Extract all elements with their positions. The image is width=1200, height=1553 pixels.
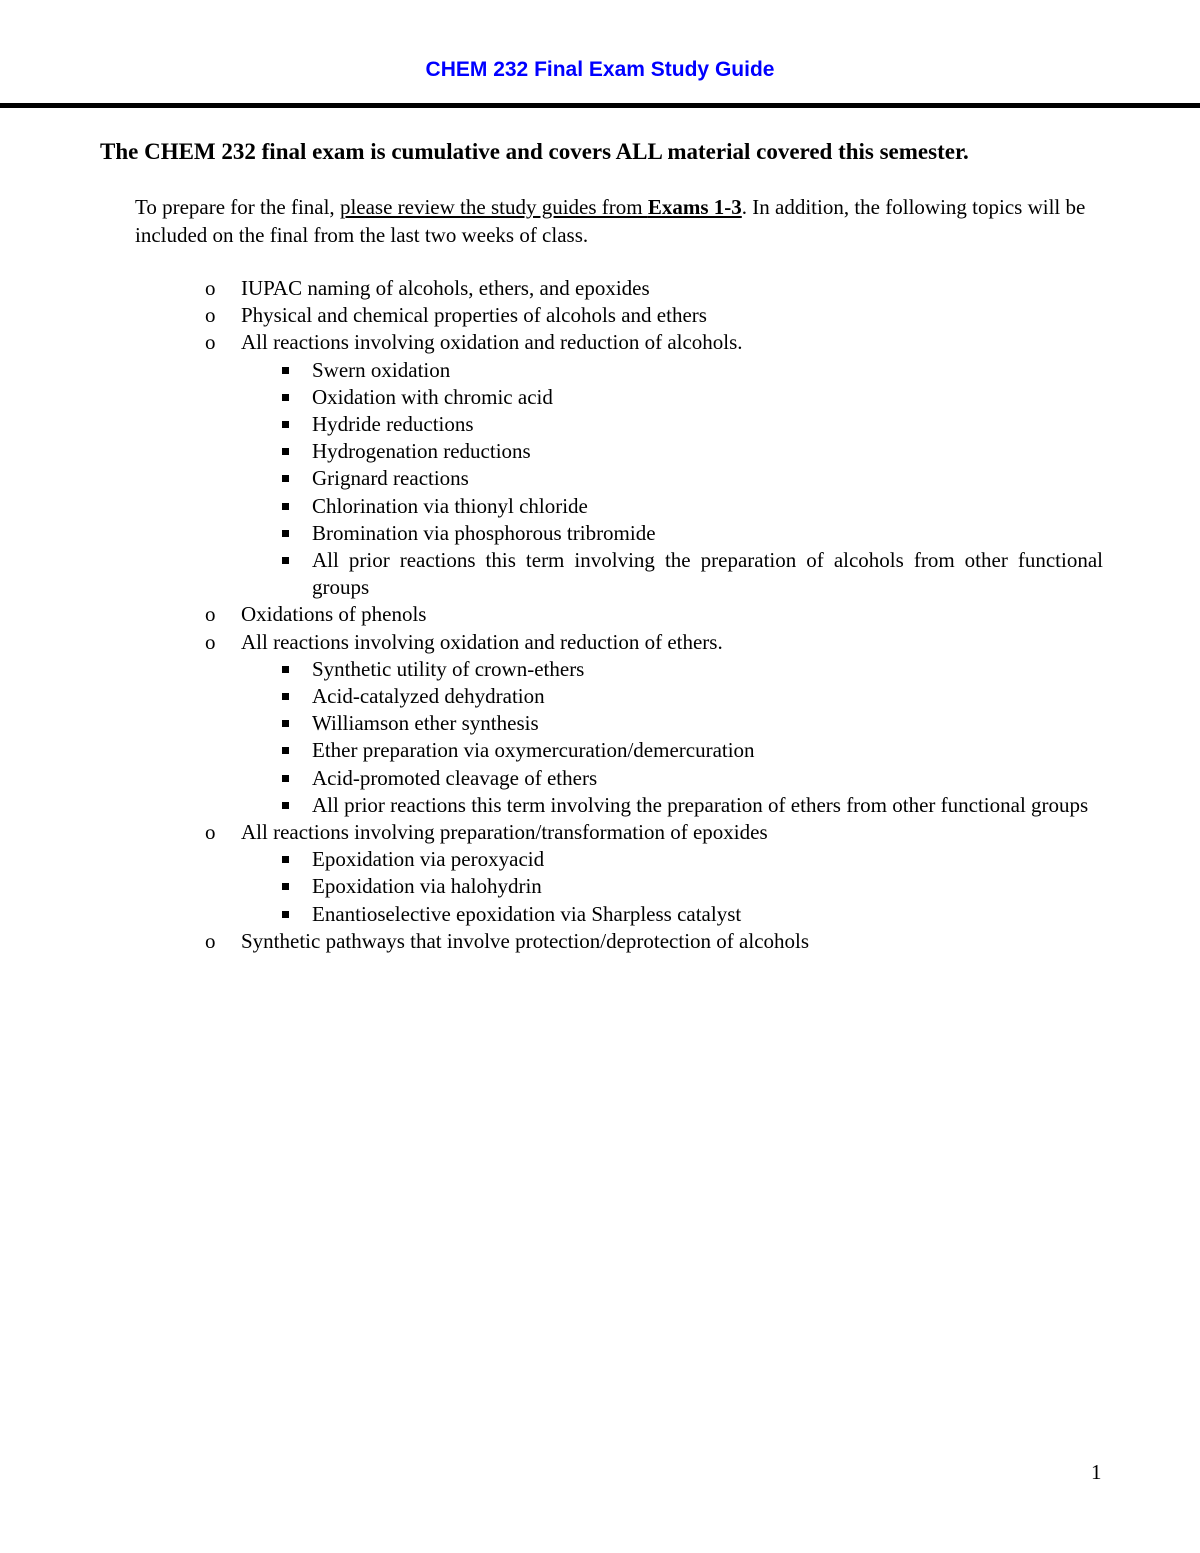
square-bullet-icon (282, 557, 289, 564)
intro-exams-reference: Exams 1-3 (647, 195, 742, 219)
topic-item (0, 302, 1103, 329)
subtopic-item (241, 465, 1103, 492)
square-bullet-icon (282, 775, 289, 782)
page-number: 1 (1091, 1460, 1102, 1484)
subtopic-label: Acid-promoted cleavage of ethers (312, 765, 598, 790)
subtopic-label: Epoxidation via halohydrin (312, 874, 542, 899)
subtopic-label: Bromination via phosphorous tribromide (312, 520, 656, 545)
topic-label: IUPAC naming of alcohols, ethers, and epoxides (241, 276, 650, 300)
subtopic-label: Ether preparation via oxymercuration/demercuration (312, 738, 755, 763)
subtopic-label: All prior reactions this term involving the preparation of alcohols from other functional groups (312, 548, 1103, 600)
header-divider (0, 103, 1200, 108)
circle-bullet-icon: o (205, 276, 216, 300)
square-bullet-icon (282, 856, 289, 863)
square-bullet-icon (282, 530, 289, 537)
circle-bullet-icon: o (205, 330, 216, 355)
topic-item (0, 819, 1103, 928)
subtopic-label: Chlorination via thionyl chloride (312, 493, 588, 518)
subtopic-item (241, 683, 1103, 710)
square-bullet-icon (282, 693, 289, 700)
square-bullet-icon (282, 503, 289, 510)
square-bullet-icon (282, 883, 289, 890)
subtopic-item (241, 411, 1103, 438)
subtopic-list (241, 656, 1103, 819)
subtopic-label: Swern oxidation (312, 357, 451, 382)
square-bullet-icon (282, 475, 289, 482)
subtopic-label: Epoxidation via peroxyacid (312, 847, 545, 872)
circle-bullet-icon: o (205, 820, 216, 845)
subtopic-label: Hydrogenation reductions (312, 439, 531, 464)
subtopic-label: Synthetic utility of crown-ethers (312, 656, 585, 681)
topic-item (0, 601, 1103, 628)
intro-text-end: . In addition, the following topics will be included on the final from the last two weeks of class. (135, 195, 1086, 247)
square-bullet-icon (282, 802, 289, 809)
subtopic-item (241, 737, 1103, 764)
square-bullet-icon (282, 448, 289, 455)
subtopic-label: Hydride reductions (312, 412, 474, 437)
subtopic-label: Williamson ether synthesis (312, 711, 539, 736)
square-bullet-icon (282, 666, 289, 673)
topic-label: Physical and chemical properties of alcohols and ethers (241, 303, 707, 328)
topic-label: All reactions involving oxidation and reduction of alcohols. (241, 330, 743, 355)
subtopic-label: Acid-catalyzed dehydration (312, 684, 545, 709)
square-bullet-icon (282, 747, 289, 754)
subtopic-label: All prior reactions this term involving the preparation of ethers from other functional groups (312, 792, 1089, 817)
square-bullet-icon (282, 367, 289, 374)
subtopic-item (241, 493, 1103, 520)
subtopic-item (241, 901, 1103, 928)
topic-item (0, 275, 1103, 302)
topic-label: All reactions involving preparation/transformation of epoxides (241, 820, 768, 845)
subtopic-item (241, 547, 1103, 601)
subtopic-item (241, 656, 1103, 683)
subtopic-item (241, 384, 1103, 411)
subtopic-item (241, 438, 1103, 465)
subtopic-item (241, 520, 1103, 547)
topic-item (0, 329, 1103, 601)
subtopic-item (241, 846, 1103, 873)
lead-statement: The CHEM 232 final exam is cumulative and covers ALL material covered this semester. (100, 139, 969, 164)
circle-bullet-icon: o (205, 602, 216, 627)
square-bullet-icon (282, 421, 289, 428)
topic-label: Synthetic pathways that involve protection/deprotection of alcohols (241, 928, 810, 953)
topic-label: Oxidations of phenols (241, 602, 427, 627)
square-bullet-icon (282, 720, 289, 727)
subtopic-label: Enantioselective epoxidation via Sharpless catalyst (312, 901, 742, 926)
topic-item (0, 928, 1103, 955)
square-bullet-icon (282, 911, 289, 918)
circle-bullet-icon: o (205, 629, 216, 654)
circle-bullet-icon: o (205, 303, 216, 328)
subtopic-item (241, 765, 1103, 792)
square-bullet-icon (282, 394, 289, 401)
document-header-title: CHEM 232 Final Exam Study Guide (425, 58, 775, 81)
subtopic-item (241, 710, 1103, 737)
subtopic-list (241, 357, 1103, 602)
subtopic-item (241, 357, 1103, 384)
subtopic-item (241, 873, 1103, 900)
circle-bullet-icon: o (205, 928, 216, 953)
subtopic-label: Oxidation with chromic acid (312, 384, 553, 409)
subtopic-item (241, 792, 1103, 819)
topic-label: All reactions involving oxidation and reduction of ethers. (241, 629, 723, 654)
topic-item (0, 629, 1103, 819)
intro-text-start: To prepare for the final, (135, 195, 340, 219)
intro-paragraph (135, 193, 1095, 249)
subtopic-list (241, 846, 1103, 928)
intro-review-phrase: please review the study guides from (339, 195, 648, 219)
topic-list (0, 275, 1200, 955)
subtopic-label: Grignard reactions (312, 466, 469, 491)
